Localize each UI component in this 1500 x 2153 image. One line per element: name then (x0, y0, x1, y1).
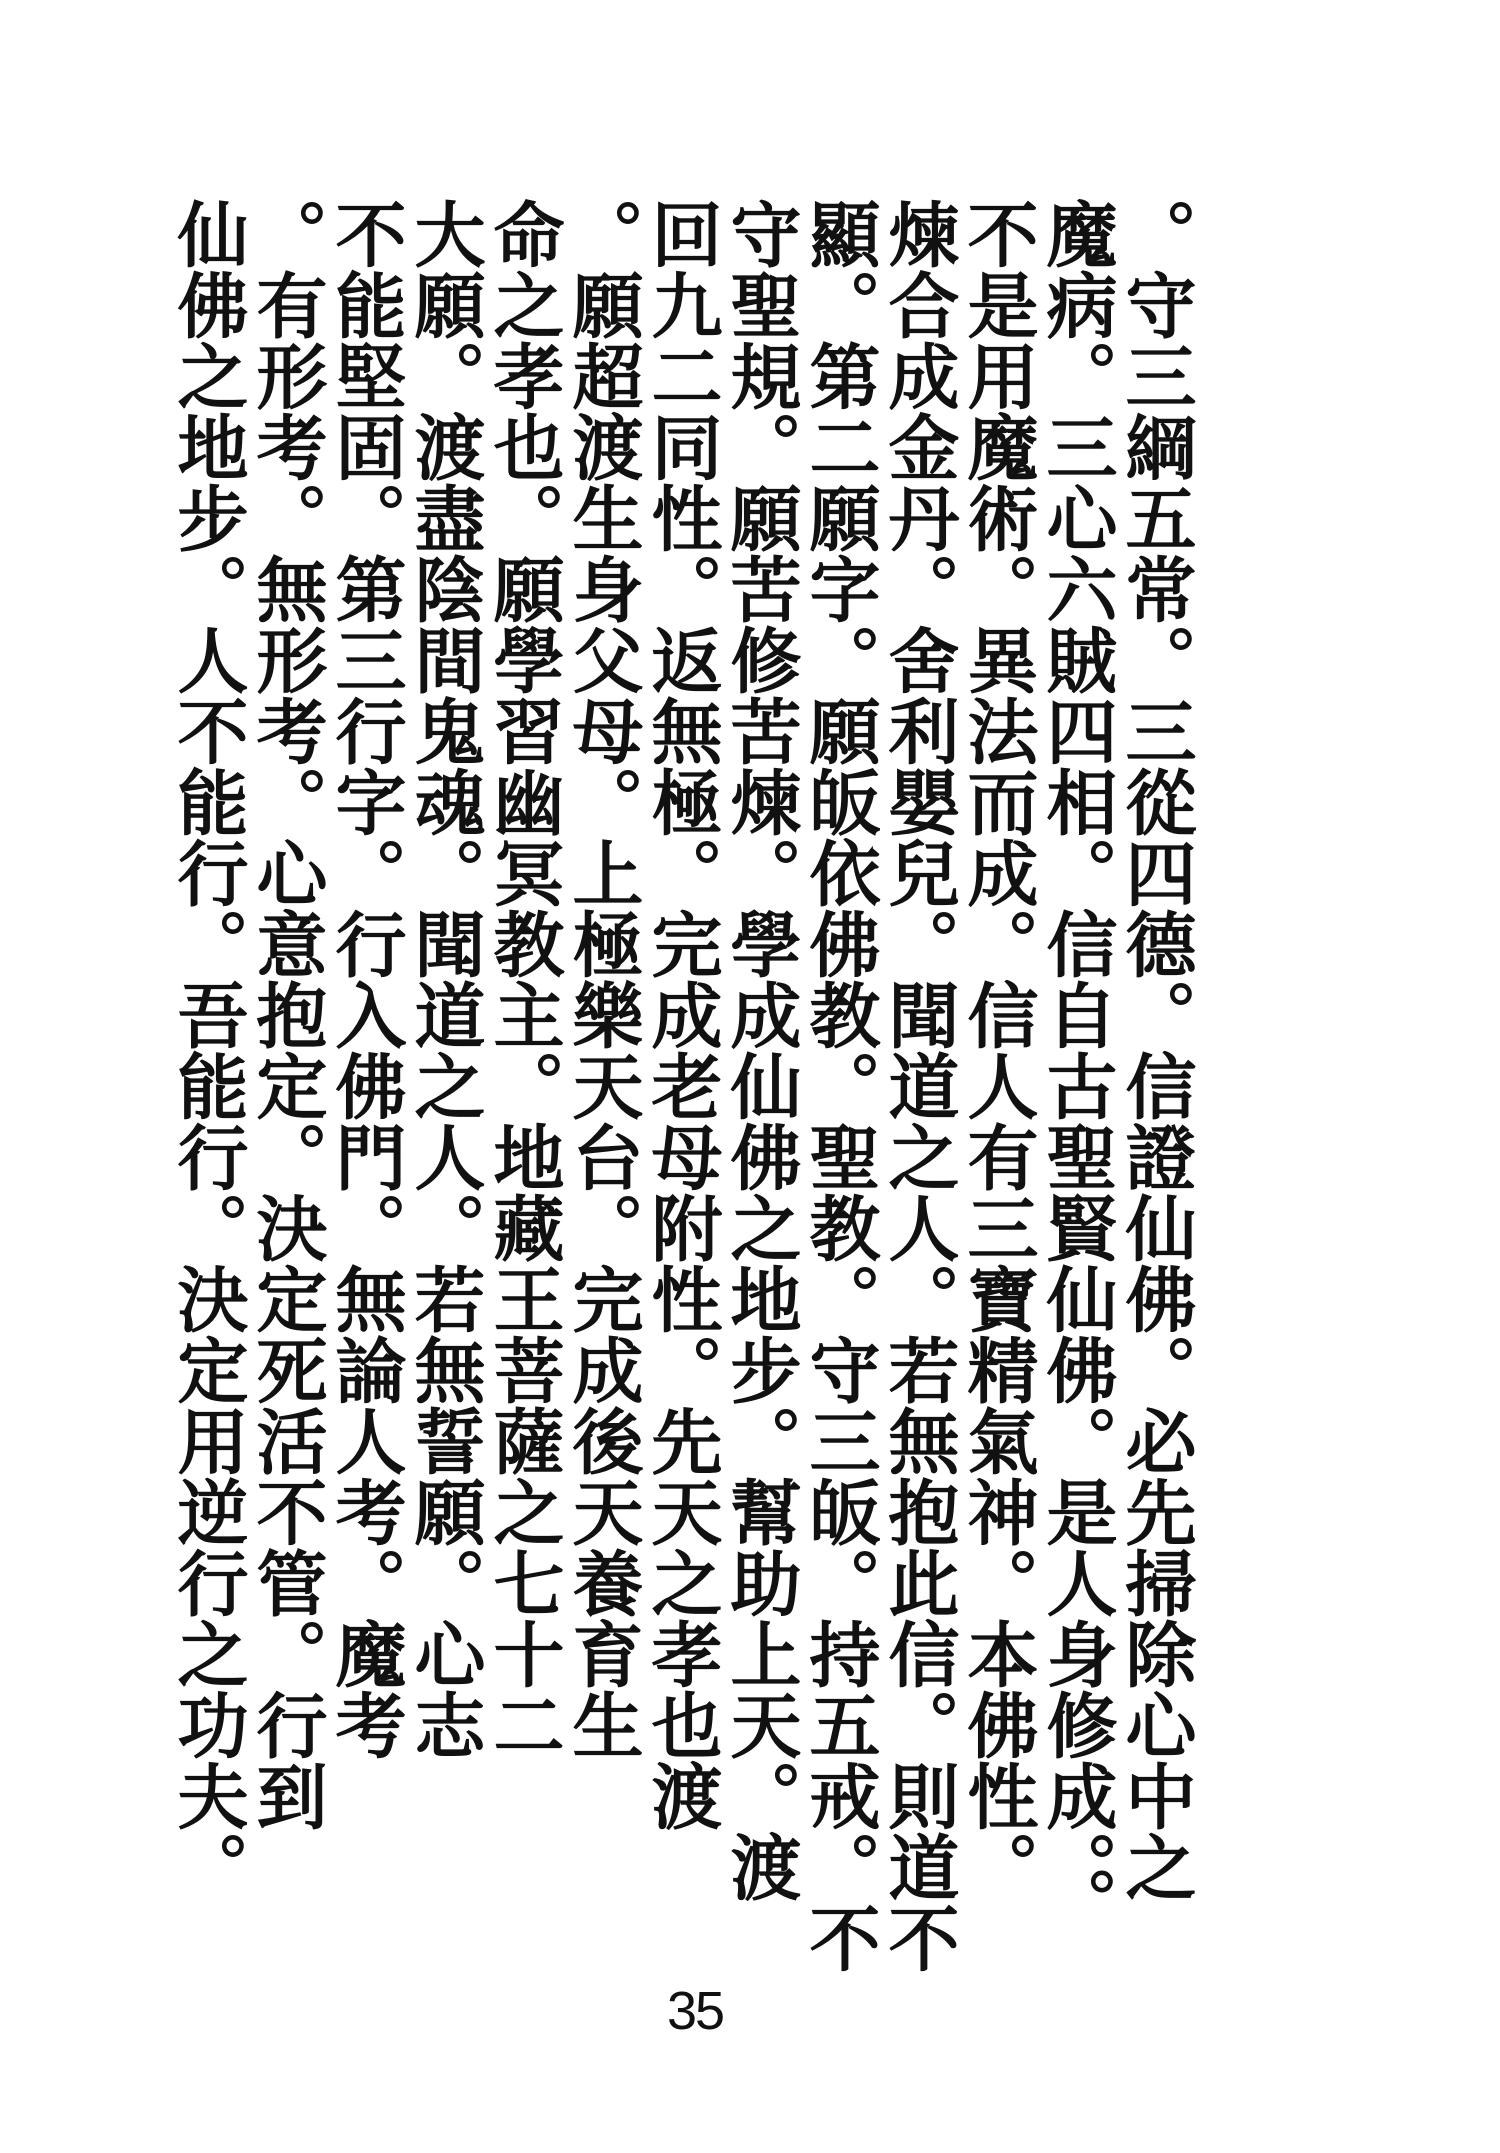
text-column: 顯。第二願字。願皈依佛教。聖教。守三皈。持五戒。不 (798, 198, 882, 1973)
text-column: 。守三綱五常。三從四德。信證仙佛。必先掃除心中之 (1114, 198, 1198, 1902)
text-column: 不能堅固。第三行字。行入佛門。無論人考。魔考 (324, 198, 408, 1760)
text-column: 不是用魔術。異法而成。信人有三寶精氣神。本佛性。 (956, 198, 1040, 1902)
text-column: 魔病。三心六賊四相。信自古聖賢仙佛。是人身修成。。 (1035, 198, 1119, 1938)
text-column: 守聖規。願苦修苦煉。學成仙佛之地步。幫助上天。渡 (719, 198, 803, 1902)
text-column: 煉合成金丹。舍利嬰兒。聞道之人。若無抱此信。則道不 (877, 198, 961, 1973)
text-column: 仙佛之地步。人不能行。吾能行。決定用逆行之功夫。 (166, 198, 250, 1902)
text-column: 。願超渡生身父母。上極樂天台。完成後天養育生 (561, 198, 645, 1760)
text-column: 回九二同性。返無極。完成老母附性。先天之孝也渡 (640, 198, 724, 1831)
text-column: 命之孝也。願學習幽冥教主。地藏王菩薩之七十二 (482, 198, 566, 1760)
page-number: 35 (666, 1981, 724, 2041)
text-column: 。有形考。無形考。心意抱定。決定死活不管。行到 (245, 198, 329, 1831)
text-column: 大願。渡盡陰間鬼魂。聞道之人。若無誓願。心志 (403, 198, 487, 1760)
vertical-text-block (155, 198, 1198, 1973)
